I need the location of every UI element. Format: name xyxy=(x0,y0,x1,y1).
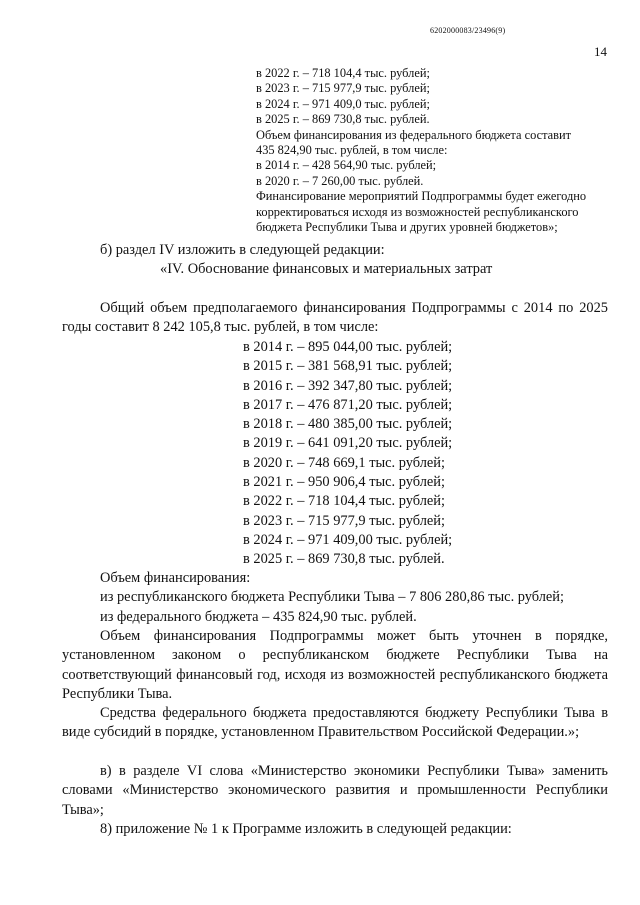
excerpt-line: в 2023 г. – 715 977,9 тыс. рублей; xyxy=(256,81,430,96)
year-item: в 2017 г. – 476 871,20 тыс. рублей; xyxy=(243,396,453,413)
year-item: в 2020 г. – 748 669,1 тыс. рублей; xyxy=(243,454,445,471)
year-item: в 2019 г. – 641 091,20 тыс. рублей; xyxy=(243,435,453,452)
excerpt-line: в 2014 г. – 428 564,90 тыс. рублей; xyxy=(256,158,437,173)
year-item: в 2015 г. – 381 568,91 тыс. рублей; xyxy=(243,358,453,375)
section-v-text: в) в разделе VI слова «Министерство экономики Республики Тыва» заменить словами «Министерство экономического развития и промышленности Республики Тыва»; xyxy=(62,763,608,818)
document-code: 6202000083/23496(9) xyxy=(430,26,506,35)
financing-sources xyxy=(62,569,608,627)
federal-funds-paragraph xyxy=(62,704,608,743)
excerpt-line: в 2022 г. – 718 104,4 тыс. рублей; xyxy=(256,66,430,80)
total-financing-text: Общий объем предполагаемого финансирования Подпрограммы с 2014 по 2025 годы составит 8 242 105,8 тыс. рублей, в том числе: xyxy=(62,300,608,336)
total-financing-paragraph xyxy=(62,299,608,338)
year-item: в 2016 г. – 392 347,80 тыс. рублей; xyxy=(243,377,453,394)
section-v-paragraph xyxy=(62,762,608,820)
section-b-block xyxy=(62,241,608,280)
yearly-financing-list xyxy=(243,338,452,570)
page-number: 14 xyxy=(594,44,607,59)
excerpt-line: в 2020 г. – 7 260,00 тыс. рублей. xyxy=(256,173,424,188)
item-8-text: 8) приложение № 1 к Программе изложить в следующей редакции: xyxy=(100,821,512,837)
year-item: в 2025 г. – 869 730,8 тыс. рублей. xyxy=(243,551,445,568)
excerpt-line: в 2025 г. – 869 730,8 тыс. рублей. xyxy=(256,112,430,127)
federal-funds-text: Средства федерального бюджета предоставляются бюджету Республики Тыва в виде субсидий в порядке, установленном Правительством Российской Федерации.»; xyxy=(62,705,608,741)
excerpt-line: Финансирование мероприятий Подпрограммы будет ежегодно xyxy=(256,189,587,204)
sources-title: Объем финансирования: xyxy=(100,570,251,586)
year-item: в 2018 г. – 480 385,00 тыс. рублей; xyxy=(243,416,453,433)
section-heading: «IV. Обоснование финансовых и материальных затрат xyxy=(160,261,493,278)
year-item: в 2024 г. – 971 409,00 тыс. рублей; xyxy=(243,531,453,548)
excerpt-line: Объем финансирования из федерального бюджета составит xyxy=(256,127,572,142)
item-8-paragraph xyxy=(62,820,608,839)
clarification-paragraph xyxy=(62,627,608,704)
excerpt-line: корректироваться исходя из возможностей республиканского xyxy=(256,204,579,219)
year-item: в 2022 г. – 718 104,4 тыс. рублей; xyxy=(243,493,445,510)
section-b-intro: б) раздел IV изложить в следующей редакции: xyxy=(100,242,385,258)
excerpt-line: бюджета Республики Тыва и других уровней бюджетов»; xyxy=(256,220,558,235)
federal-budget-line: из федерального бюджета – 435 824,90 тыс. рублей. xyxy=(100,608,417,625)
year-item: в 2023 г. – 715 977,9 тыс. рублей; xyxy=(243,512,445,529)
clarification-text: Объем финансирования Подпрограммы может быть уточнен в порядке, установленном законом о республиканском бюджете Республики Тыва на соответствующий финансовый год, исходя из возможностей республиканского бюджета Республики Тыва. xyxy=(62,628,608,702)
excerpt-line: 435 824,90 тыс. рублей, в том числе: xyxy=(256,143,448,158)
excerpt-line: в 2024 г. – 971 409,0 тыс. рублей; xyxy=(256,96,430,111)
year-item: в 2021 г. – 950 906,4 тыс. рублей; xyxy=(243,474,445,491)
financing-table-excerpt xyxy=(256,66,586,235)
year-item: в 2014 г. – 895 044,00 тыс. рублей; xyxy=(243,339,453,355)
republican-budget-line: из республиканского бюджета Республики Тыва – 7 806 280,86 тыс. рублей; xyxy=(100,589,565,606)
